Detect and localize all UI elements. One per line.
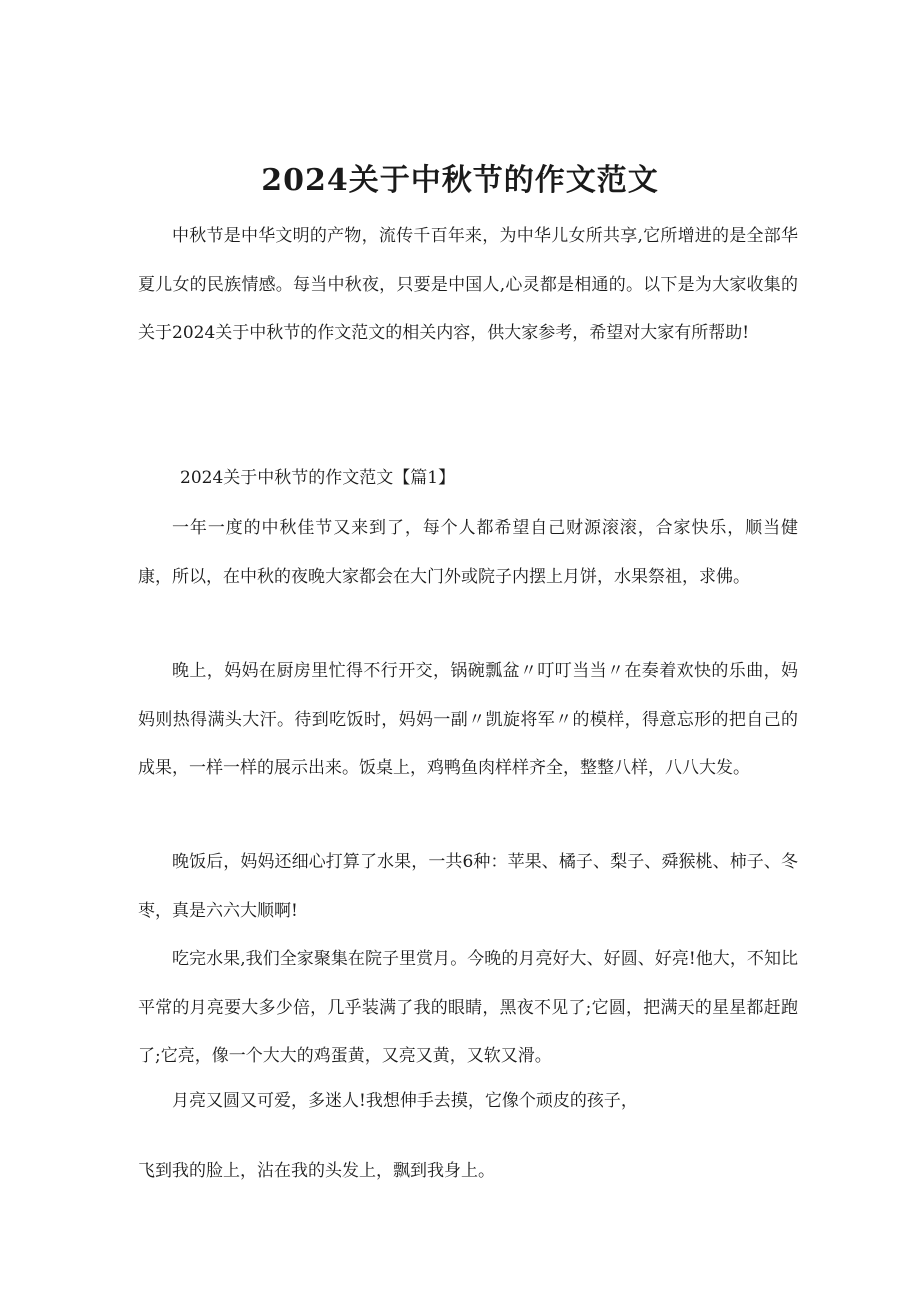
section-heading: 2024关于中秋节的作文范文【篇1】 [180, 468, 456, 488]
body-paragraph-1: 一年一度的中秋佳节又来到了，每个人都希望自己财源滚滚，合家快乐，顺当健康，所以，在中秋的夜晚大家都会在大门外或院子内摆上月饼，水果祭祖，求佛。 [138, 518, 798, 587]
body-paragraph-2: 晚上，妈妈在厨房里忙得不行开交，锅碗瓢盆〃叮叮当当〃在奏着欢快的乐曲，妈妈则热得满头大汗。待到吃饭时，妈妈一副〃凯旋将军〃的模样，得意忘形的把自己的成果，一样一样的展示出来。饭桌上，鸡鸭鱼肉样样齐全，整整八样，八八大发。 [138, 661, 798, 778]
body-paragraph-5: 月亮又圆又可爱，多迷人!我想伸手去摸，它像个顽皮的孩子， [172, 1091, 638, 1111]
body-paragraph-4: 吃完水果,我们全家聚集在院子里赏月。今晚的月亮好大、好圆、好亮!他大，不知比平常的月亮要大多少倍，几乎装满了我的眼睛，黑夜不见了;它圆，把满天的星星都赶跑了;它亮，像一个大大的鸡蛋黄，又亮又黄，又软又滑。 [138, 949, 798, 1066]
document-title: 2024关于中秋节的作文范文 [261, 163, 659, 199]
body-paragraph-6: 飞到我的脸上，沾在我的头发上，飘到我身上。 [138, 1161, 495, 1181]
body-paragraph-3: 晚饭后，妈妈还细心打算了水果，一共6种：苹果、橘子、梨子、舜猴桃、柿子、冬枣，真是六六大顺啊! [138, 852, 798, 921]
intro-paragraph: 中秋节是中华文明的产物，流传千百年来，为中华儿女所共享,它所增进的是全部华夏儿女的民族情感。每当中秋夜，只要是中国人,心灵都是相通的。以下是为大家收集的关于2024关于中秋节的作文范文的相关内容，供大家参考，希望对大家有所帮助! [138, 226, 798, 343]
